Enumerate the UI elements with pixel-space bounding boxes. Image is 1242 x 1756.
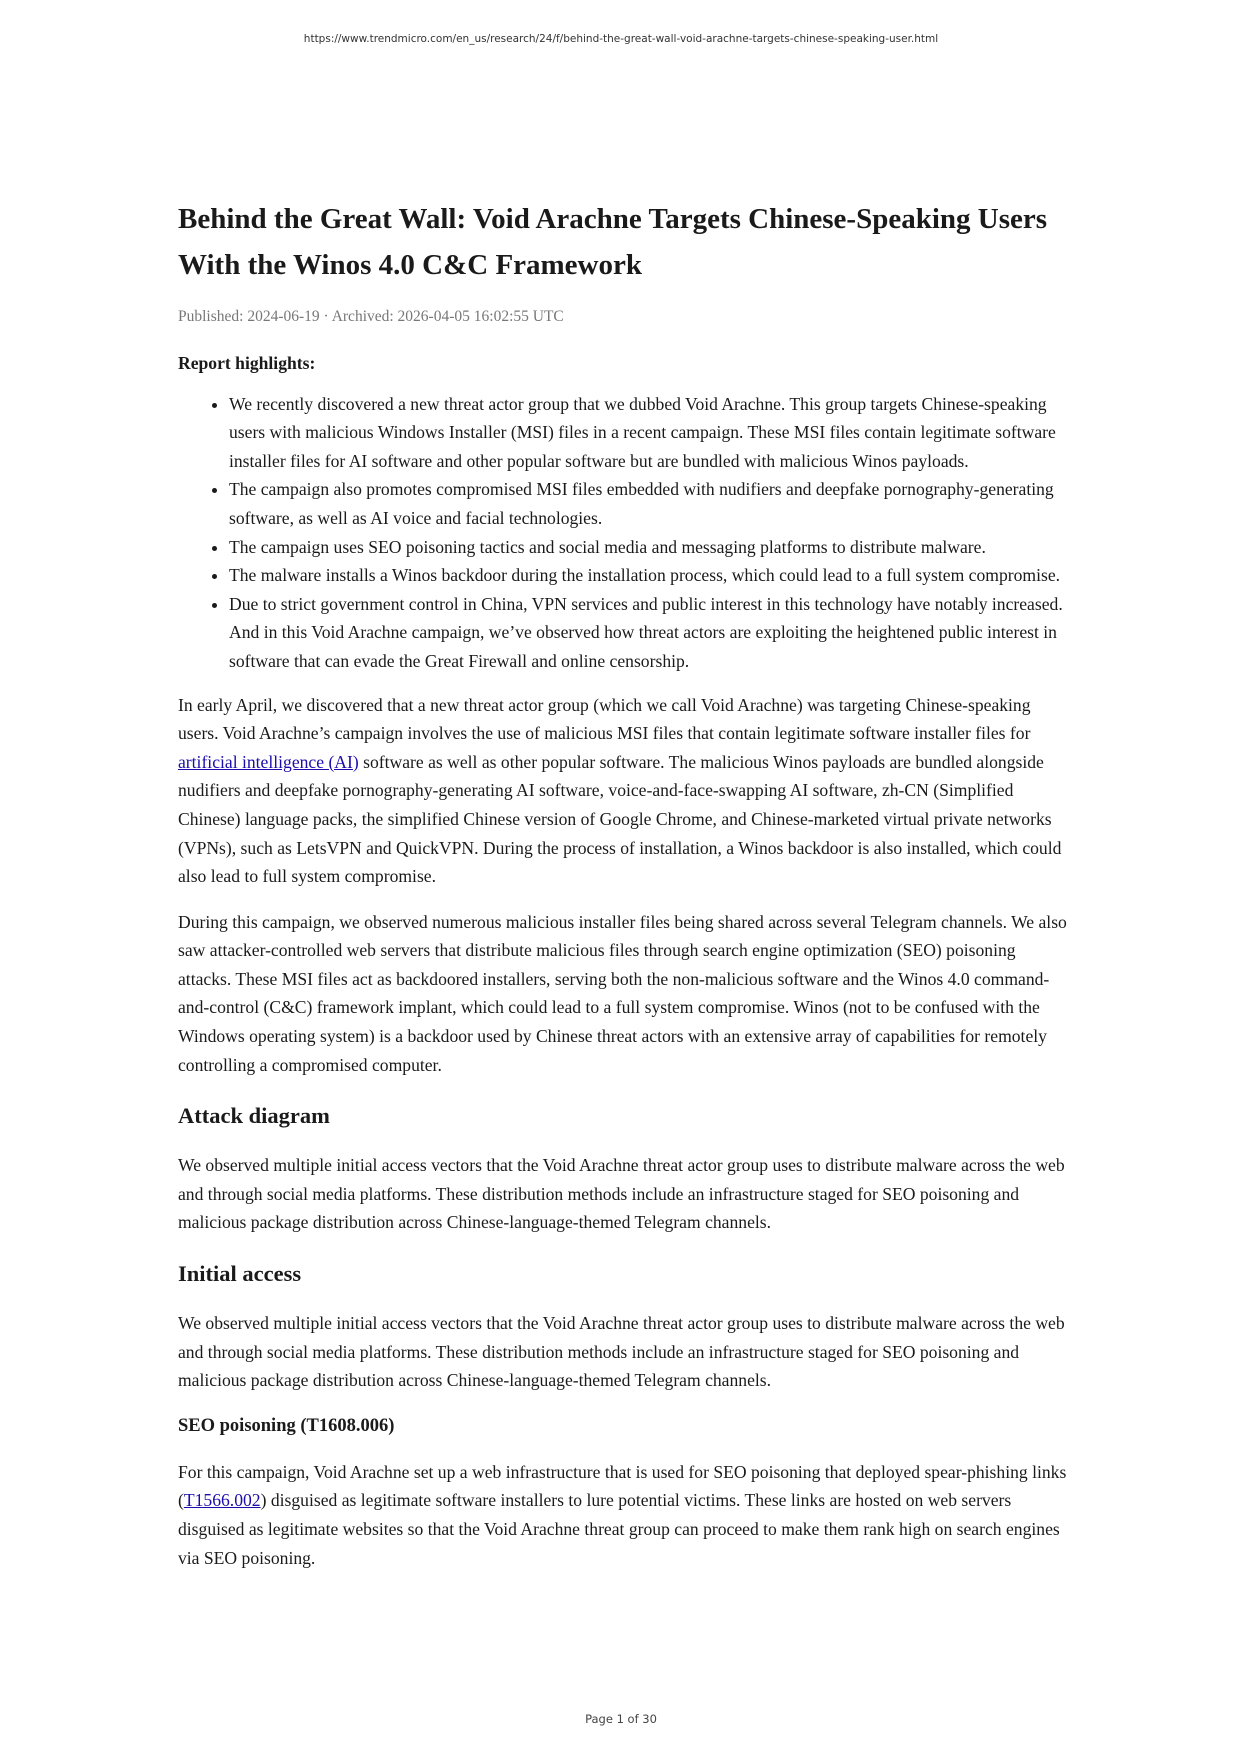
seo-poisoning-paragraph [178,1458,1068,1572]
highlight-item: • We recently discovered a new threat actor group that we dubbed Void Arachne. This group targets Chinese-speaking users with malicious Windows Installer (MSI) files in a recent campaign. These MSI files contain legitimate software installer files for AI software and other popular software but are bundled with malicious Winos payloads. [229,390,1068,476]
page-number: Page 1 of 30 [585,1712,657,1726]
attack-diagram-paragraph: We observed multiple initial access vectors that the Void Arachne threat actor group uses to distribute malware across the web and through social media platforms. These distribution methods include an infrastructure staged for SEO poisoning and malicious package distribution across Chinese-language-themed Telegram channels. [178,1155,1065,1233]
highlights-list [178,390,1068,676]
article-title: Behind the Great Wall: Void Arachne Targets Chinese-Speaking Users With the Winos 4.0 C&C Framework [178,203,1048,281]
seo-text-before-link: For this campaign, Void Arachne set up a web infrastructure that is used for SEO poisoning that deployed spear-phishing links ( [178,1461,1067,1511]
initial-access-paragraph: We observed multiple initial access vectors that the Void Arachne threat actor group uses to distribute malware across the web and through social media platforms. These distribution methods include an infrastructure staged for SEO poisoning and malicious package distribution across Chinese-language-themed Telegram channels. [178,1313,1065,1391]
article-meta: Published: 2024-06-19 · Archived: 2026-04-05 16:02:55 UTC [178,308,564,325]
highlight-item: • Due to strict government control in China, VPN services and public interest in this technology have notably increased. And in this Void Arachne campaign, we’ve observed how threat actors are exploiting the heightened public interest in software that can evade the Great Firewall and online censorship. [229,590,1068,676]
seo-poisoning-heading: SEO poisoning (T1608.006) [178,1415,395,1436]
highlights-label: Report highlights: [178,353,316,373]
intro-text-after-link: software as well as other popular software. The malicious Winos payloads are bundled alongside nudifiers and deepfake pornography-generating AI software, voice-and-face-swapping AI software, zh-CN (Simplified Chinese) language packs, the simplified Chinese version of Google Chrome, and Chinese-marketed virtual private networks (VPNs), such as LetsVPN and QuickVPN. During the process of installation, a Winos backdoor is also installed, which could also lead to full system compromise. [178,751,1062,887]
attack-diagram-heading: Attack diagram [178,1103,330,1129]
intro-paragraph [178,691,1068,891]
initial-access-heading: Initial access [178,1261,302,1287]
page-url-header: https://www.trendmicro.com/en_us/research/24/f/behind-the-great-wall-void-arachne-targets-chinese-speaking-user.html [303,33,939,45]
article [178,196,1068,1589]
intro-text-before-link: In early April, we discovered that a new threat actor group (which we call Void Arachne) was targeting Chinese-speaking users. Void Arachne’s campaign involves the use of malicious MSI files that contain legitimate software installer files for [178,694,1031,744]
highlight-item: • The malware installs a Winos backdoor during the installation process, which could lead to a full system compromise. [229,561,1068,590]
highlight-item: • The campaign also promotes compromised MSI files embedded with nudifiers and deepfake pornography-generating software, as well as AI voice and facial technologies. [229,475,1068,532]
ai-link[interactable]: artificial intelligence (AI) [178,751,359,772]
t1566-link[interactable]: T1566.002 [183,1490,261,1511]
highlight-item: • The campaign uses SEO poisoning tactics and social media and messaging platforms to distribute malware. [229,533,1068,562]
campaign-paragraph: During this campaign, we observed numerous malicious installer files being shared across several Telegram channels. We also saw attacker-controlled web servers that distribute malicious files through search engine optimization (SEO) poisoning attacks. These MSI files act as backdoored installers, serving both the non-malicious software and the Winos 4.0 command-and-control (C&C) framework implant, which could lead to a full system compromise. Winos (not to be confused with the Windows operating system) is a backdoor used by Chinese threat actors with an extensive array of capabilities for remotely controlling a compromised computer. [178,911,1067,1075]
seo-text-after-link: ) disguised as legitimate software installers to lure potential victims. These links are hosted on web servers disguised as legitimate websites so that the Void Arachne threat group can proceed to make them rank high on search engines via SEO poisoning. [178,1490,1060,1568]
